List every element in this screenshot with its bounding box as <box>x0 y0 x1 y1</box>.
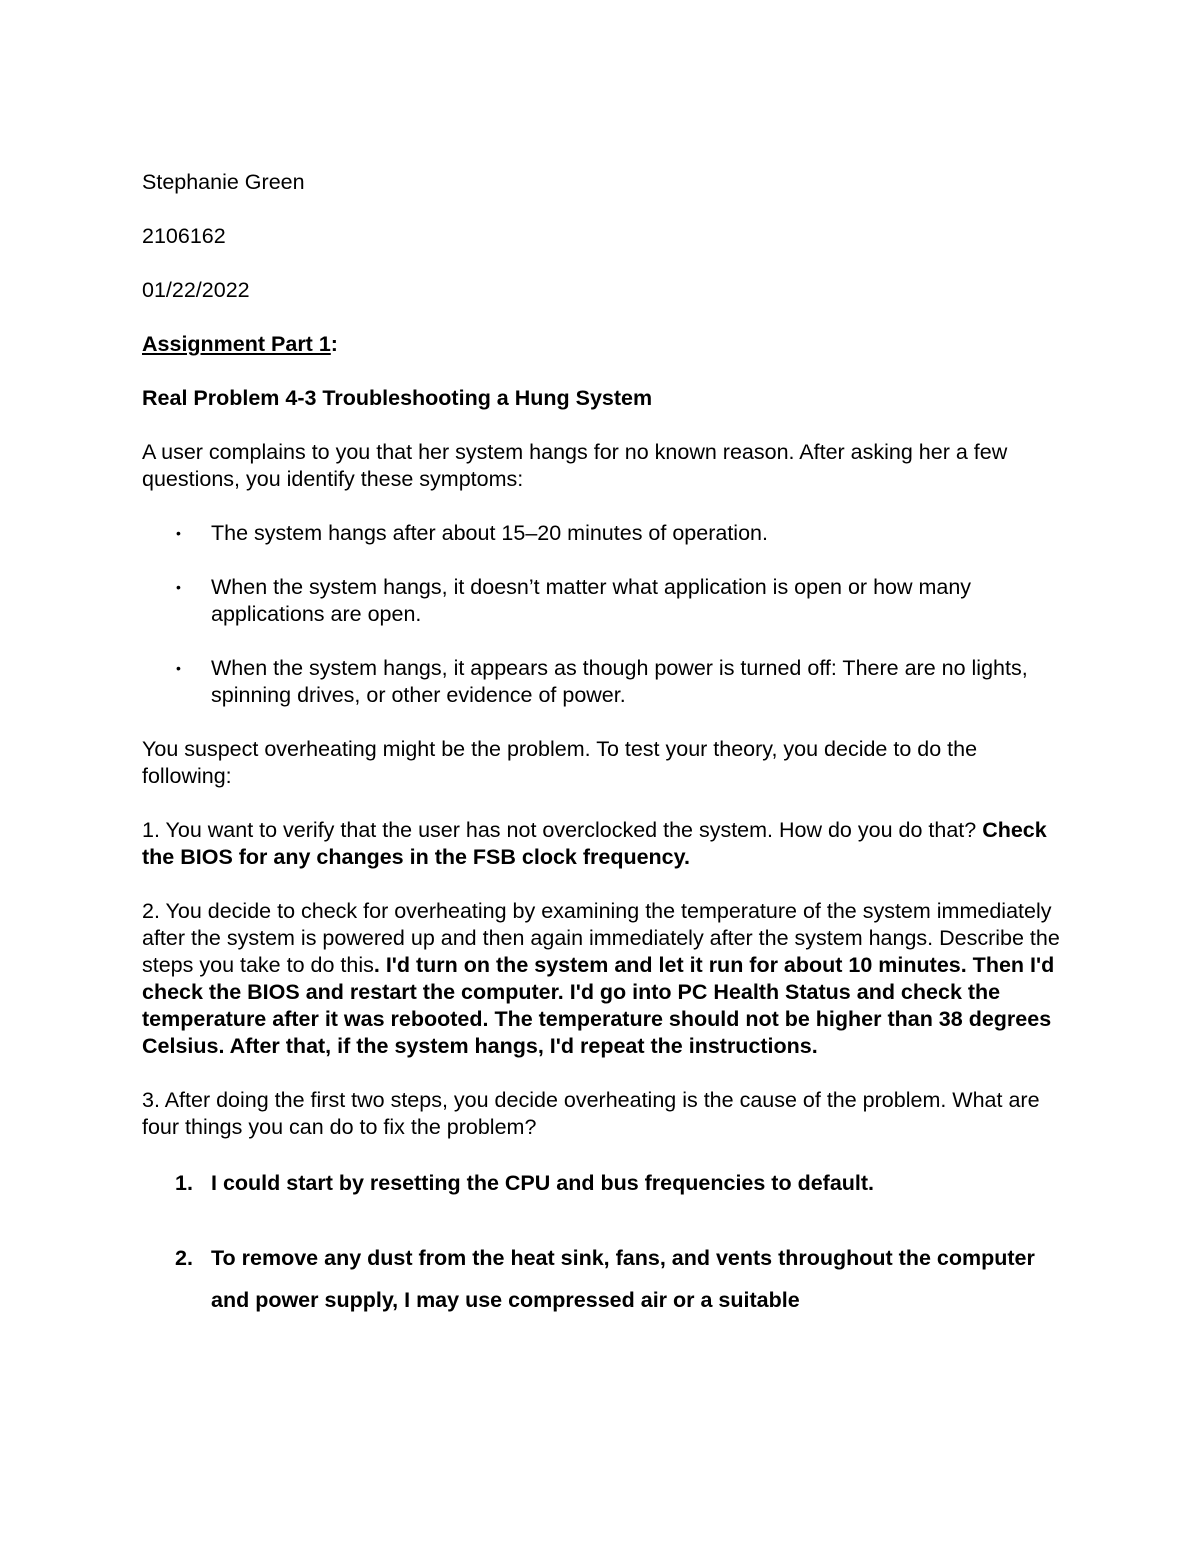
symptom-text: The system hangs after about 15–20 minutes of operation. <box>211 521 768 545</box>
suspect-paragraph: You suspect overheating might be the problem. To test your theory, you decide to do the following: <box>142 737 978 788</box>
symptoms-list <box>142 520 1062 709</box>
list-item <box>176 520 1062 547</box>
bullet-icon: • <box>176 660 181 676</box>
list-number: 1. <box>175 1171 193 1195</box>
document-date: 01/22/2022 <box>142 278 250 302</box>
fix-text: To remove any dust from the heat sink, fans, and vents throughout the computer and power supply, I may use compressed air or a suitable <box>211 1246 1035 1312</box>
list-number: 2. <box>175 1246 193 1270</box>
symptom-text: When the system hangs, it doesn’t matter what application is open or how many applications are open. <box>211 575 972 626</box>
assignment-title: Assignment Part 1 <box>142 332 331 356</box>
question-2 <box>142 898 1062 1060</box>
answer-text: . I'd turn on the system and let it run for about 10 minutes. Then I'd check the BIOS and restart the computer. I'd go into PC Health Status and check the temperature after it was rebooted. The temperature should not be higher than 38 degrees Celsius. After that, if the system hangs, I'd repeat the instructions. <box>142 953 1055 1058</box>
list-item <box>176 655 1062 709</box>
bullet-icon: • <box>176 525 181 541</box>
question-text: 2. You decide to check for overheating by examining the temperature of the system immediately after the system is powered up and then again immediately after the system hangs. Describe the steps you take to do this <box>142 899 1060 977</box>
student-name: Stephanie Green <box>142 170 305 194</box>
fixes-list <box>142 1170 1062 1321</box>
document-page <box>142 169 1062 1321</box>
question-3: 3. After doing the first two steps, you decide overheating is the cause of the problem. What are four things you can do to fix the problem? <box>142 1088 1040 1139</box>
problem-intro: A user complains to you that her system hangs for no known reason. After asking her a few questions, you identify these symptoms: <box>142 440 1008 491</box>
list-item <box>175 1237 1062 1321</box>
problem-title: Real Problem 4-3 Troubleshooting a Hung System <box>142 386 653 410</box>
answer-text: Check the BIOS for any changes in the FSB clock frequency. <box>142 818 1047 869</box>
assignment-colon: : <box>330 332 338 356</box>
question-text: 1. You want to verify that the user has not overclocked the system. How do you do that? <box>142 818 983 842</box>
question-1 <box>142 817 1062 871</box>
bullet-icon: • <box>176 579 181 595</box>
list-item <box>175 1170 1062 1197</box>
student-id: 2106162 <box>142 224 226 248</box>
assignment-heading <box>142 331 1062 358</box>
list-item <box>176 574 1062 628</box>
symptom-text: When the system hangs, it appears as though power is turned off: There are no lights, spinning drives, or other evidence of power. <box>211 656 1028 707</box>
fix-text: I could start by resetting the CPU and bus frequencies to default. <box>211 1171 875 1195</box>
